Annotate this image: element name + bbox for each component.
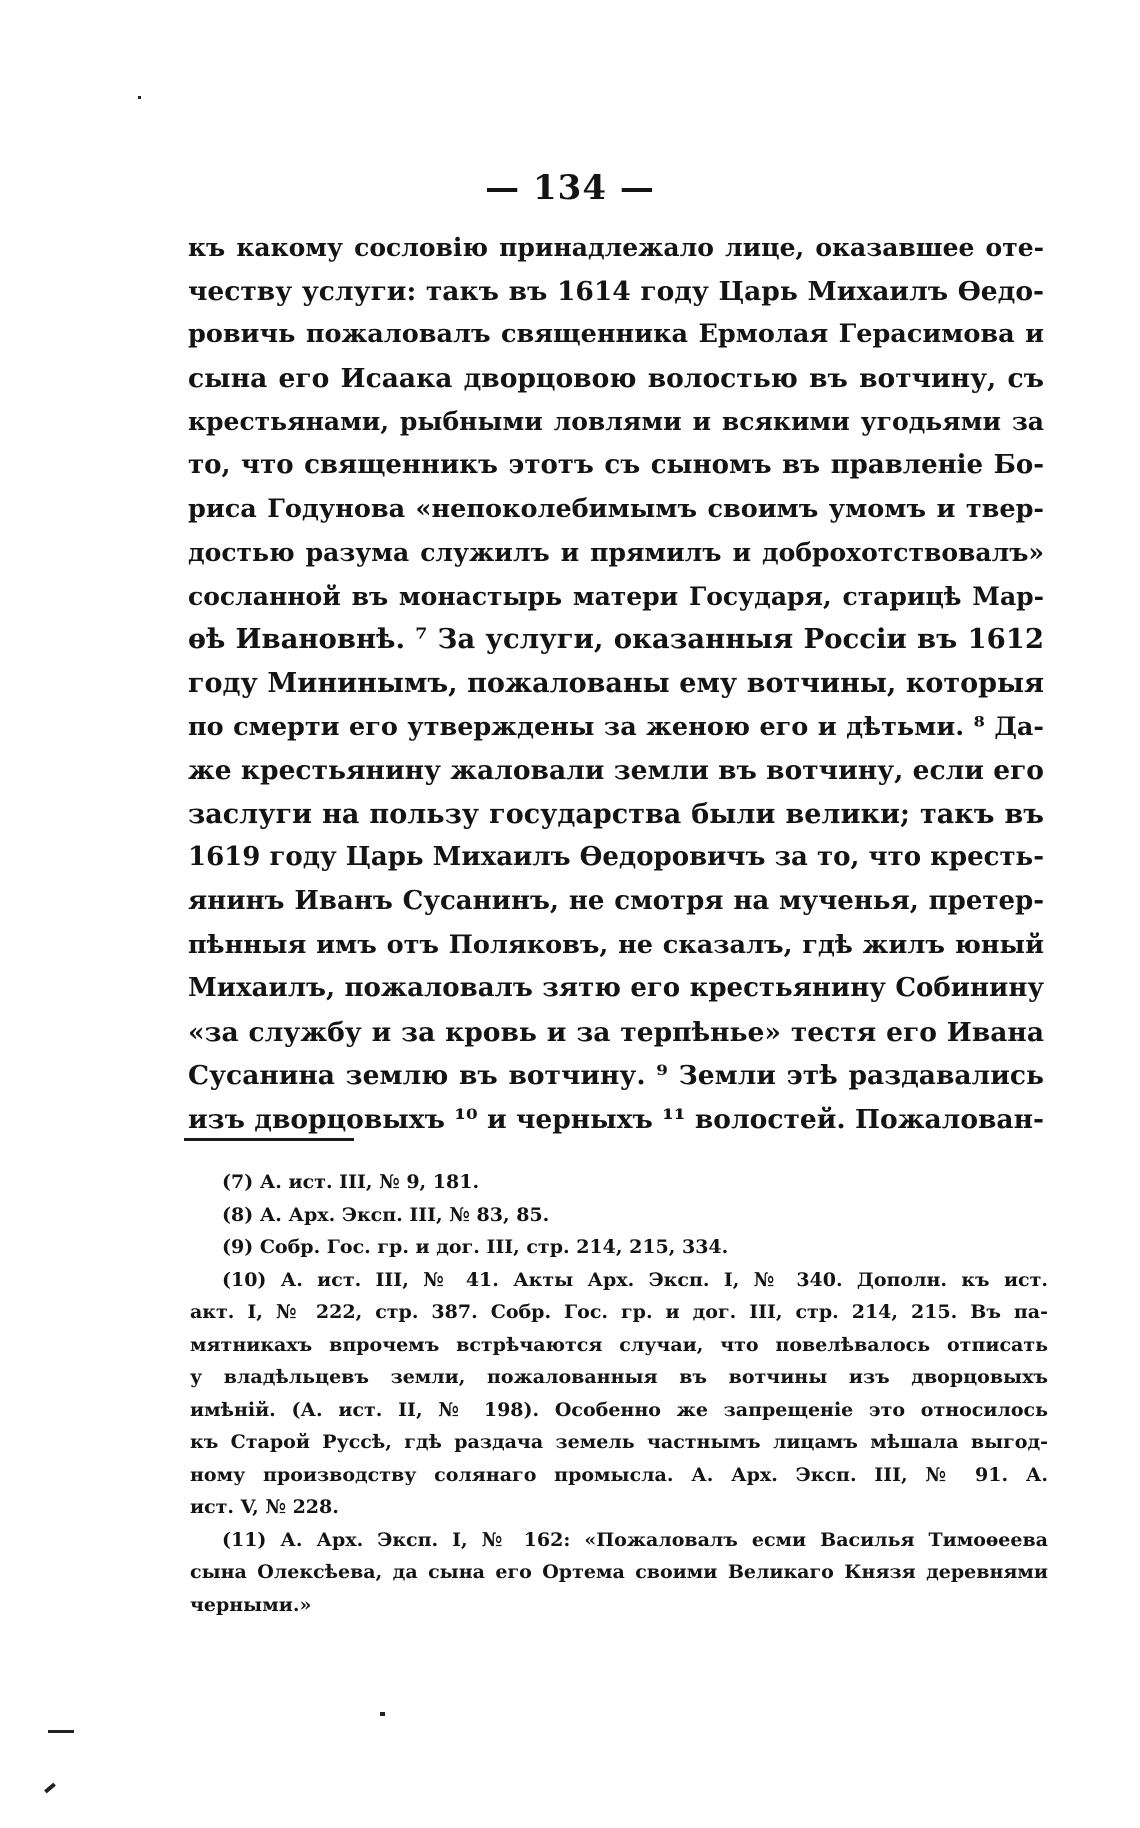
scan-speck: [380, 1712, 385, 1716]
text-line: сосланной въ монастырь матери Государя, старицѣ Мар-: [188, 581, 1044, 611]
footnote-8: (8) А. Арх. Эксп. III, № 83, 85.: [222, 1203, 550, 1226]
text-line: то, что священникъ этотъ съ сыномъ въ правленіе Бо-: [188, 449, 1044, 480]
text-line: Сусанина землю въ вотчину. ⁹ Земли этѣ раздавались: [188, 1060, 1044, 1092]
text-line: году Мининымъ, пожалованы ему вотчины, которыя: [188, 667, 1044, 699]
text-line: риса Годунова «непоколебимымъ своимъ умомъ и твер-: [188, 493, 1044, 524]
footnote-10-line: ист. V, № 228.: [190, 1496, 339, 1518]
text-line: янинъ Иванъ Сусанинъ, не смотря на мученья, претер-: [188, 885, 1044, 916]
text-line: «за службу и за кровь и за терпѣнье» тестя его Ивана: [188, 1016, 1044, 1048]
footnote-11-line: сына Олексѣева, да сына его Ортема своими Великаго Князя деревнями: [190, 1561, 1048, 1583]
text-line: по смерти его утверждены за женою его и дѣтьми. ⁸ Да-: [188, 711, 1044, 742]
text-line: честву услуги: такъ въ 1614 году Царь Михаилъ Ѳедо-: [188, 275, 1044, 307]
scan-speck: [44, 1783, 56, 1794]
footnotes: [190, 1166, 1048, 1621]
text-line: заслуги на пользу государства были велики; такъ въ: [188, 798, 1044, 830]
footnote-separator: [184, 1138, 354, 1141]
scan-speck: [138, 96, 141, 99]
text-line: пѣнныя имъ отъ Поляковъ, не сказалъ, гдѣ жилъ юный: [188, 929, 1044, 960]
footnote-10-line: мятникахъ впрочемъ встрѣчаются случаи, что повелѣвалось отписать: [190, 1333, 1048, 1356]
text-line: 1619 году Царь Михаилъ Ѳедоровичъ за то, что кресть-: [188, 842, 1044, 873]
text-line: достью разума служилъ и прямилъ и доброхотствовалъ»: [188, 538, 1044, 568]
text-line: ровичь пожаловалъ священника Ермолая Герасимова и: [188, 319, 1044, 350]
scan-speck: [48, 1730, 74, 1733]
footnote-10-line: ному производству солянаго промысла. А. Арх. Эксп. III, № 91. А.: [190, 1463, 1048, 1486]
text-line: крестьянами, рыбными ловлями и всякими угодьями за: [188, 407, 1044, 437]
footnote-11-line: (11) А. Арх. Эксп. I, № 162: «Пожаловалъ есми Василья Тимоѳеева: [222, 1528, 1048, 1551]
main-text: [188, 226, 1044, 1141]
footnote-10-line: къ Старой Руссѣ, гдѣ раздача земель частнымъ лицамъ мѣшала выгод-: [190, 1431, 1048, 1453]
text-line: къ какому сословію принадлежало лице, оказавшее оте-: [188, 233, 1044, 262]
footnote-7: (7) А. ист. III, № 9, 181.: [222, 1171, 480, 1193]
page-number: — 134 —: [485, 168, 655, 208]
text-line: же крестьянину жаловали земли въ вотчину, если его: [188, 755, 1044, 787]
footnote-11-line: черными.»: [190, 1593, 312, 1616]
text-line: ѳѣ Ивановнѣ. ⁷ За услуги, оказанныя Россіи въ 1612: [188, 623, 1044, 656]
footnote-9: (9) Собр. Гос. гр. и дог. III, стр. 214, 215, 334.: [222, 1236, 729, 1258]
footnote-10-line: акт. I, № 222, стр. 387. Собр. Гос. гр. и дог. III, стр. 214, 215. Въ па-: [190, 1301, 1048, 1323]
footnote-10-line: (10) А. ист. III, № 41. Акты Арх. Эксп. I, № 340. Дополн. къ ист.: [222, 1268, 1048, 1291]
footnote-10-line: у владѣльцевъ земли, пожалованныя въ вотчины изъ дворцовыхъ: [190, 1366, 1048, 1388]
text-line: сына его Исаака дворцовою волостью въ вотчину, съ: [188, 362, 1044, 394]
text-line: Михаилъ, пожаловалъ зятю его крестьянину Собинину: [188, 973, 1044, 1004]
footnote-10-line: имѣній. (А. ист. II, № 198). Особенно же запрещеніе это относилось: [190, 1398, 1048, 1421]
text-line: изъ дворцовыхъ ¹⁰ и черныхъ ¹¹ волостей. Пожалован-: [188, 1103, 1044, 1135]
